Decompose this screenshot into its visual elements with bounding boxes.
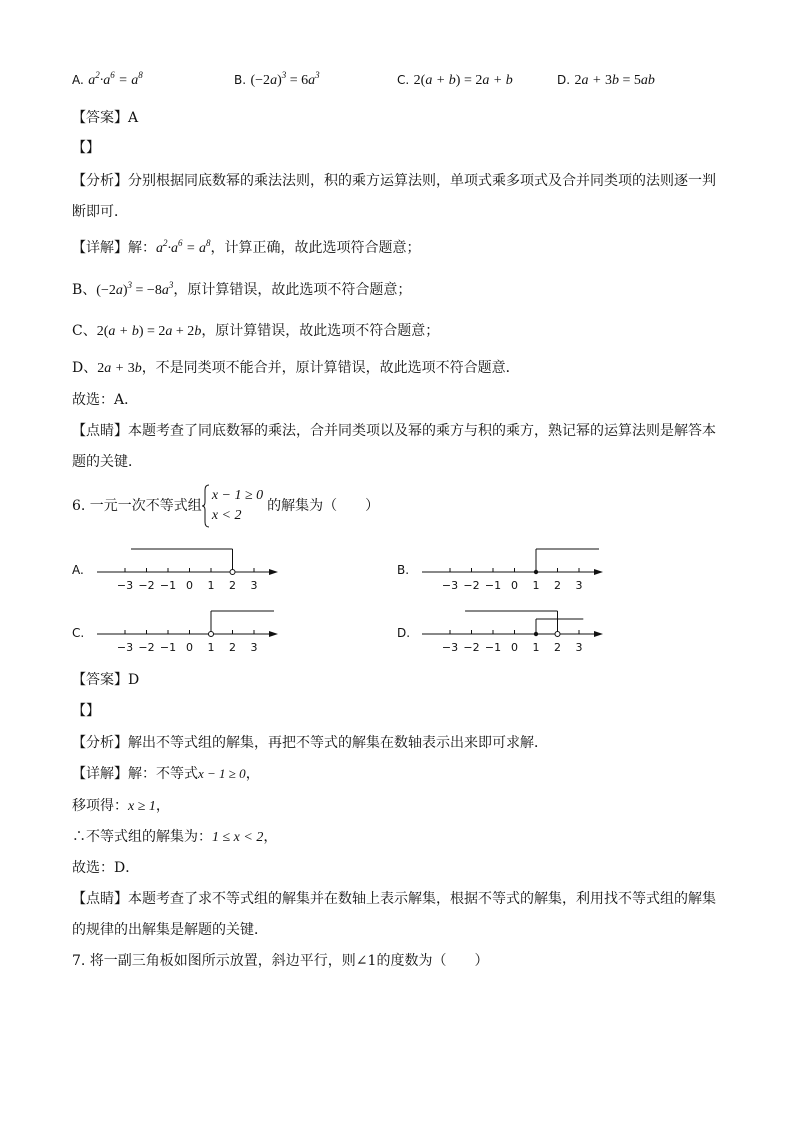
q6-choice: 故选：D． — [72, 860, 140, 876]
q5-detail-d-expr: 2a + 3b — [97, 361, 142, 376]
q5-comment-line-2: 题的关键． — [72, 454, 142, 470]
open-point-c-0 — [209, 632, 214, 637]
q5-option-a-expr: $a^2\cdot a^6 = a^8$ — [88, 70, 143, 88]
q5-option-a: A. $a^2\cdot a^6 = a^8$ — [72, 70, 143, 88]
tick-label-a-1: −2 — [138, 579, 155, 592]
open-point-d-0 — [555, 632, 560, 637]
tick-label-b-1: −2 — [463, 579, 480, 592]
q6-option-d-label: D. — [397, 626, 411, 640]
tick-label-a-5: 2 — [229, 579, 236, 592]
tick-label-b-4: 1 — [532, 579, 540, 592]
q5-analysis-line-2: 断即可． — [72, 204, 128, 220]
q6-ineq-2: x < 2 — [211, 508, 242, 523]
q5-detail-b-expr: $(-2a)^3 = -8a^3$ — [96, 280, 174, 298]
axis-arrow-b — [594, 569, 603, 575]
q5-choice: 故选：A． — [72, 392, 139, 408]
tick-label-a-2: −1 — [159, 579, 177, 592]
q6-analysis: 【分析】解出不等式组的解集，再把不等式的解集在数轴表示出来即可求解． — [72, 735, 548, 751]
q6-option-c-label: C. — [72, 626, 85, 640]
q6-comment-line-1: 【点睛】本题考查了求不等式组的解集并在数轴上表示解集，根据不等式的解集，利用找不等式组的解集 — [72, 891, 716, 907]
closed-point-b-0 — [534, 570, 538, 574]
tick-label-b-2: −1 — [484, 579, 502, 592]
q6-option-b-label: B. — [397, 563, 410, 577]
q5-option-c-expr: 2(a + b) = 2a + b — [413, 73, 513, 88]
q5-detail-expr: $a^2\cdot a^6 = a^8$ — [156, 238, 211, 256]
open-point-a-0 — [230, 570, 235, 575]
q5-detail: 【详解】解：$a^2\cdot a^6 = a^8$，计算正确，故此选项符合题意； — [72, 238, 421, 256]
q5-answer: 【答案】A — [72, 110, 139, 126]
tick-label-d-3: 0 — [511, 641, 518, 654]
tick-label-c-3: 0 — [186, 641, 193, 654]
q6-option-a-label: A. — [72, 563, 84, 577]
q6-stem: 6. 一元一次不等式组 x − 1 ≥ 0 x < 2 的解集为（ ） — [72, 484, 379, 528]
q7-stem: 7. 将一副三角板如图所示放置，斜边平行，则∠1的度数为（ ） — [72, 953, 489, 969]
tick-label-d-0: −3 — [441, 641, 459, 654]
closed-point-d-1 — [534, 632, 538, 636]
tick-label-b-3: 0 — [511, 579, 518, 592]
q5-detail-c: C、2(a + b) = 2a + 2b，原计算错误，故此选项不符合题意； — [72, 323, 440, 339]
axis-arrow-a — [269, 569, 278, 575]
q6-comment-line-2: 的规律的出解集是解题的关键． — [72, 922, 268, 938]
tick-label-c-0: −3 — [116, 641, 134, 654]
q6-detail: 【详解】解：不等式x − 1 ≥ 0， — [72, 766, 260, 782]
q5-option-c: C. 2(a + b) = 2a + b — [397, 73, 513, 88]
q6-bracket: 【】 — [72, 703, 100, 719]
q6-ineq-1: x − 1 ≥ 0 — [211, 488, 264, 503]
tick-label-a-0: −3 — [116, 579, 134, 592]
tick-label-a-4: 1 — [207, 579, 215, 592]
axis-arrow-d — [594, 631, 603, 637]
tick-label-b-0: −3 — [441, 579, 459, 592]
q5-bracket: 【】 — [72, 140, 100, 156]
tick-label-b-5: 2 — [554, 579, 561, 592]
tick-label-c-5: 2 — [229, 641, 236, 654]
tick-label-d-2: −1 — [484, 641, 502, 654]
q5-detail-b: B、$(-2a)^3 = -8a^3$，原计算错误，故此选项不符合题意； — [72, 280, 412, 298]
q5-comment-line-1: 【点睛】本题考查了同底数幂的乘法，合并同类项以及幂的乘方与积的乘方，熟记幂的运算法则是解答本 — [72, 423, 716, 439]
tick-label-d-1: −2 — [463, 641, 480, 654]
tick-label-b-6: 3 — [575, 579, 583, 592]
tick-label-d-6: 3 — [575, 641, 583, 654]
q5-option-b: B. $(-2a)^3 = 6a^3$ — [234, 70, 320, 88]
q6-answer: 【答案】D — [72, 672, 140, 688]
tick-label-c-6: 3 — [250, 641, 258, 654]
q5-detail-c-expr: 2(a + b) = 2a + 2b — [96, 324, 202, 339]
tick-label-a-6: 3 — [250, 579, 258, 592]
q6-solution: ∴不等式组的解集为：1 ≤ x < 2， — [72, 829, 278, 845]
tick-label-d-5: 2 — [554, 641, 561, 654]
q5-option-d-expr: 2a + 3b = 5ab — [574, 73, 655, 88]
q5-option-b-expr: $(-2a)^3 = 6a^3$ — [250, 70, 320, 88]
tick-label-d-4: 1 — [532, 641, 540, 654]
tick-label-c-4: 1 — [207, 641, 215, 654]
q5-analysis-line-1: 【分析】分别根据同底数幂的乘法法则，积的乘方运算法则，单项式乘多项式及合并同类项的法则逐一判 — [72, 173, 716, 189]
tick-label-a-3: 0 — [186, 579, 193, 592]
tick-label-c-1: −2 — [138, 641, 155, 654]
q6-move: 移项得：x ≥ 1， — [72, 798, 170, 814]
q5-detail-d: D、2a + 3b，不是同类项不能合并，原计算错误，故此选项不符合题意． — [72, 360, 520, 376]
q5-option-d: D. 2a + 3b = 5ab — [557, 73, 655, 88]
tick-label-c-2: −1 — [159, 641, 177, 654]
axis-arrow-c — [269, 631, 278, 637]
